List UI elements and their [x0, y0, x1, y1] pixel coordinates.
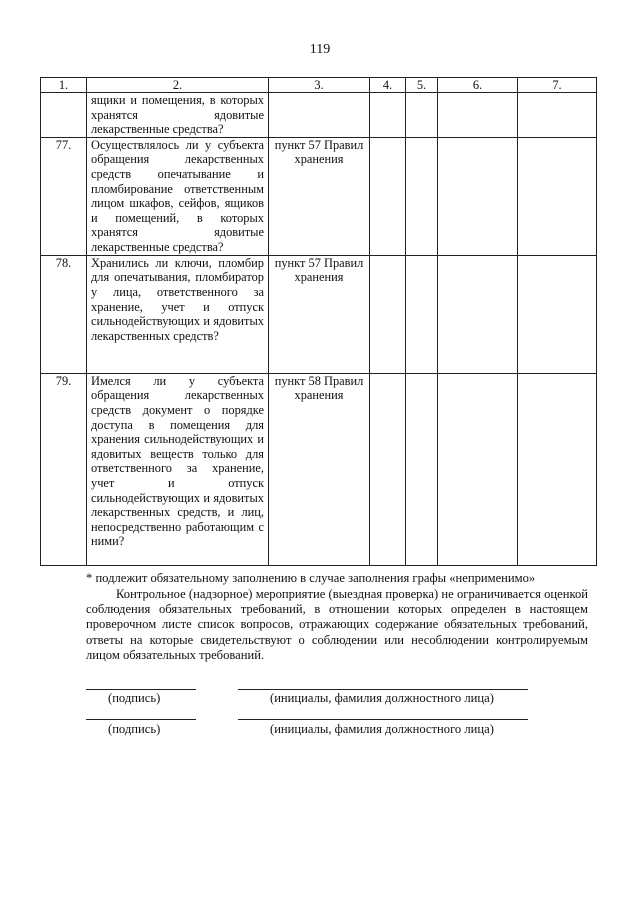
answer-cell-yes [370, 137, 406, 255]
question-text: Хранились ли ключи, пломбир для опечатывания, пломбиратор у лица, ответственного за хранение, учет и отпуск сильнодействующих и ядовитых лекарственных средств? [87, 255, 269, 373]
answer-cell-not-applicable [438, 93, 518, 138]
comment-cell [518, 255, 597, 373]
header-col-6: 6. [438, 78, 518, 93]
checklist-table [40, 77, 597, 566]
header-col-4: 4. [370, 78, 406, 93]
answer-cell-no [406, 137, 438, 255]
signature-label: (подпись) [108, 722, 161, 736]
disclaimer-paragraph: Контрольное (надзорное) мероприятие (выездная проверка) не ограничивается оценкой соблюдения обязательных требований, в отношении которых определен в настоящем проверочном листе список вопросов, отражающих содержание обязательных требований, ответы на которые свидетельствуют о соблюдении или несоблюдении контролируемым лицом обязательных требований. [86, 587, 588, 662]
table-row [41, 255, 597, 373]
header-col-5: 5. [406, 78, 438, 93]
row-number: 79. [41, 373, 87, 565]
answer-cell-no [406, 255, 438, 373]
signature-line [86, 689, 196, 690]
question-text: Осуществлялось ли у субъекта обращения лекарственных средств опечатывание и пломбирование ответственным лицом шкафов, сейфов, ящиков и помещений, в которых хранятся ядовитые лекарственные средства? [87, 137, 269, 255]
header-col-2: 2. [87, 78, 269, 93]
name-label: (инициалы, фамилия должностного лица) [270, 722, 494, 736]
answer-cell-no [406, 93, 438, 138]
reference-text [269, 93, 370, 138]
answer-cell-not-applicable [438, 373, 518, 565]
answer-cell-yes [370, 93, 406, 138]
reference-text: пункт 57 Правил хранения [269, 255, 370, 373]
question-text: Имелся ли у субъекта обращения лекарственных средств документ о порядке доступа в помещения для хранения сильнодействующих и ядовитых веществ только для ответственного за хранение, учет и отпуск сильнодействующих и ядовитых лекарственных средств, и лиц, непосредственно работающим с ними? [87, 373, 269, 565]
table-row [41, 93, 597, 138]
header-col-3: 3. [269, 78, 370, 93]
reference-text: пункт 57 Правил хранения [269, 137, 370, 255]
table-header-row [41, 78, 597, 93]
comment-cell [518, 137, 597, 255]
answer-cell-not-applicable [438, 137, 518, 255]
answer-cell-yes [370, 255, 406, 373]
header-col-1: 1. [41, 78, 87, 93]
reference-text: пункт 58 Правил хранения [269, 373, 370, 565]
signature-line [86, 719, 196, 720]
name-line [238, 719, 528, 720]
name-line [238, 689, 528, 690]
table-row [41, 373, 597, 565]
comment-cell [518, 93, 597, 138]
row-number [41, 93, 87, 138]
row-number: 77. [41, 137, 87, 255]
answer-cell-not-applicable [438, 255, 518, 373]
comment-cell [518, 373, 597, 565]
answer-cell-no [406, 373, 438, 565]
signature-label: (подпись) [108, 691, 161, 705]
table-row [41, 137, 597, 255]
name-label: (инициалы, фамилия должностного лица) [270, 691, 494, 705]
answer-cell-yes [370, 373, 406, 565]
question-text: ящики и помещения, в которых хранятся ядовитые лекарственные средства? [87, 93, 269, 138]
row-number: 78. [41, 255, 87, 373]
footnote: * подлежит обязательному заполнению в случае заполнения графы «неприменимо» [86, 571, 536, 585]
header-col-7: 7. [518, 78, 597, 93]
page-number: 119 [309, 42, 331, 57]
